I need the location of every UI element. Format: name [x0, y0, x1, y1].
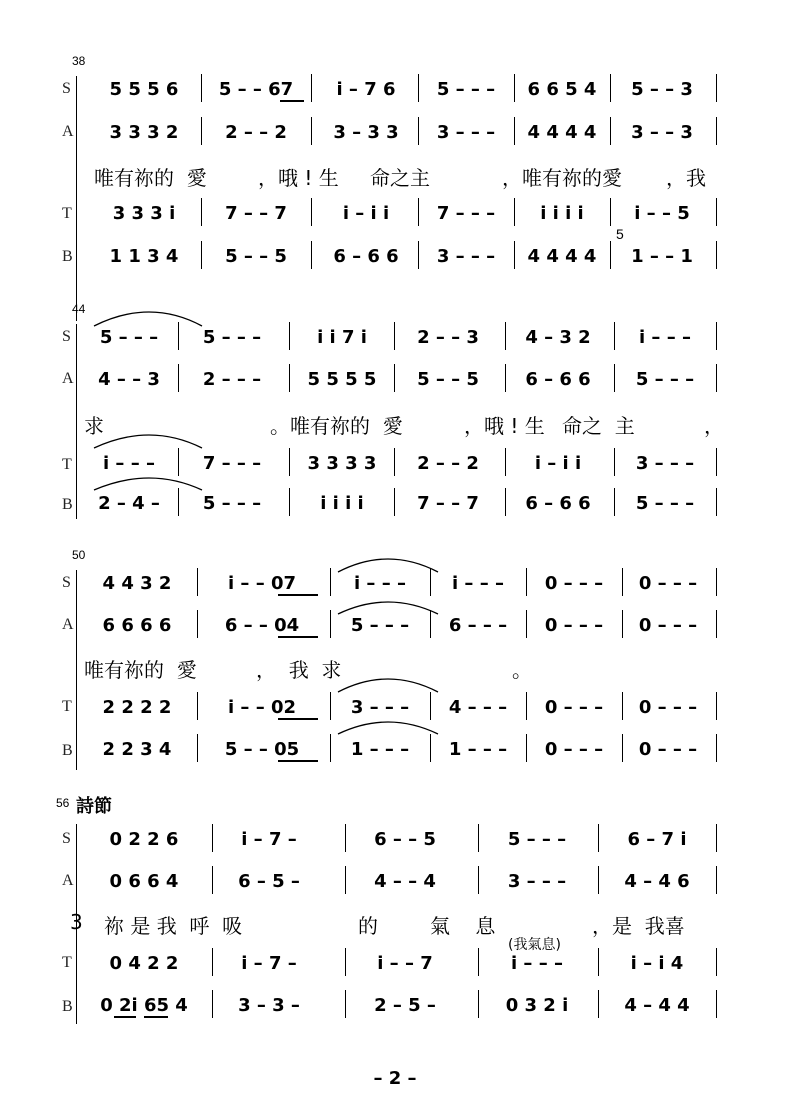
measure: 6 – 7 i	[627, 828, 687, 850]
measure: 4 – – 3	[98, 368, 160, 390]
barline	[430, 692, 431, 720]
measure: 4 4 3 2	[102, 572, 172, 594]
barline	[394, 322, 395, 350]
measure-number: 44	[72, 302, 86, 316]
measure: 2 2 3 4	[102, 738, 172, 760]
measure: 3 – – –	[436, 121, 496, 143]
measure: i – – 5	[634, 202, 690, 224]
barline	[716, 610, 717, 638]
measure: i – i 4	[630, 952, 684, 974]
lyric: 命之主	[370, 166, 430, 190]
voice-label-b: B	[62, 742, 73, 759]
voice-label-a: A	[62, 123, 74, 140]
measure: i – 7 –	[241, 828, 297, 850]
measure: 6 6 6 6	[102, 614, 172, 636]
barline	[716, 74, 717, 102]
underline	[280, 100, 304, 102]
alto-row	[0, 866, 790, 896]
barline	[330, 610, 331, 638]
barline	[311, 117, 312, 145]
lyric: 祢 是 我 呼 吸	[104, 914, 243, 938]
barline	[505, 448, 506, 476]
measure: i – – –	[354, 572, 406, 594]
barline	[716, 948, 717, 976]
underline	[278, 636, 318, 638]
measure: 4 – 3 2	[525, 326, 591, 348]
measure: 0 – – –	[544, 696, 604, 718]
lyric: 3	[70, 910, 83, 934]
measure: 3 – 3 –	[238, 994, 300, 1016]
measure: 0 – – –	[638, 696, 698, 718]
lyric: ，唯有祢的愛	[502, 166, 622, 190]
barline	[614, 364, 615, 392]
measure: i – – –	[103, 452, 155, 474]
measure: 4 4 4 4	[527, 121, 597, 143]
underline	[278, 718, 318, 720]
measure: 6 – – 04	[224, 614, 300, 636]
barline	[598, 990, 599, 1018]
underline	[278, 594, 318, 596]
lyric: 命之 主	[562, 414, 635, 438]
measure: 6 – – –	[448, 614, 508, 636]
tenor-row	[0, 948, 790, 978]
measure: 3 – 3 3	[333, 121, 399, 143]
page-number: – 2 –	[373, 1068, 417, 1089]
barline	[716, 990, 717, 1018]
measure: 0 2i 65 4	[100, 994, 188, 1016]
barline	[345, 990, 346, 1018]
alto-row	[0, 117, 790, 147]
measure: 5 – – 5	[225, 245, 287, 267]
measure: i i 7 i	[317, 326, 367, 348]
barline	[598, 948, 599, 976]
measure: 3 – – 3	[631, 121, 693, 143]
barline	[716, 198, 717, 226]
barline	[505, 364, 506, 392]
measure: 0 6 6 4	[109, 870, 179, 892]
underline	[144, 1016, 168, 1018]
measure: 7 – – 7	[417, 492, 479, 514]
measure: 1 – – 1	[631, 245, 693, 267]
barline	[394, 488, 395, 516]
barline	[394, 364, 395, 392]
measure: 6 – 6 6	[525, 492, 591, 514]
measure: 1 – – –	[350, 738, 410, 760]
lyric-annotation: (我氣息)	[508, 937, 561, 953]
barline	[289, 322, 290, 350]
measure: 2 2 2 2	[102, 696, 172, 718]
measure: 0 3 2 i	[505, 994, 569, 1016]
barline	[345, 948, 346, 976]
measure: 0 – – –	[638, 614, 698, 636]
soprano-row	[0, 322, 790, 352]
measure: 6 – 6 6	[525, 368, 591, 390]
barline	[478, 824, 479, 852]
barline	[212, 990, 213, 1018]
barline	[345, 824, 346, 852]
voice-label-s: S	[62, 574, 71, 591]
underline	[278, 760, 318, 762]
measure-number: 38	[72, 54, 86, 68]
barline	[716, 364, 717, 392]
measure: 7 – – –	[436, 202, 496, 224]
barline	[430, 568, 431, 596]
measure: 0 – – –	[638, 738, 698, 760]
alto-row	[0, 610, 790, 640]
measure-number: 56	[56, 796, 70, 810]
measure: 0 4 2 2	[109, 952, 179, 974]
lyric: 。	[512, 658, 532, 682]
barline	[505, 488, 506, 516]
measure: 5 – – –	[507, 828, 567, 850]
figure-mark: 5	[616, 226, 624, 242]
measure: 0 – – –	[638, 572, 698, 594]
lyric: ，	[704, 414, 724, 438]
measure: 0 2 2 6	[109, 828, 179, 850]
lyric: ，哦 ! 生	[464, 414, 545, 438]
barline	[197, 610, 198, 638]
voice-label-t: T	[62, 698, 72, 715]
measure: i – 7 –	[241, 952, 297, 974]
voice-label-t: T	[62, 456, 72, 473]
barline	[201, 198, 202, 226]
measure: 4 – – –	[448, 696, 508, 718]
measure: i – – –	[511, 952, 563, 974]
bass-row	[0, 241, 790, 271]
barline	[311, 241, 312, 269]
voice-label-t: T	[62, 205, 72, 222]
voice-label-b: B	[62, 496, 73, 513]
measure: 5 – – –	[635, 492, 695, 514]
bass-row	[0, 488, 790, 518]
measure: 6 6 5 4	[527, 78, 597, 100]
measure: i – – 7	[377, 952, 433, 974]
barline	[330, 734, 331, 762]
measure: i – – 07	[227, 572, 297, 594]
measure: 3 – – –	[436, 245, 496, 267]
measure: 7 – – –	[202, 452, 262, 474]
bass-row	[0, 734, 790, 764]
voice-label-s: S	[62, 328, 71, 345]
barline	[345, 866, 346, 894]
voice-label-s: S	[62, 80, 71, 97]
measure: 3 3 3 3	[307, 452, 377, 474]
measure: 5 – – –	[436, 78, 496, 100]
barline	[201, 241, 202, 269]
barline	[716, 322, 717, 350]
lyric: 唯有祢的 愛	[94, 166, 207, 190]
tenor-row	[0, 448, 790, 478]
measure: 4 – 4 6	[624, 870, 690, 892]
barline	[289, 488, 290, 516]
measure: 5 – – 5	[417, 368, 479, 390]
measure: 2 – 5 –	[374, 994, 436, 1016]
lyric: 的	[358, 914, 378, 938]
barline	[614, 448, 615, 476]
lyric: ，哦 ! 生	[258, 166, 339, 190]
measure: 6 – 6 6	[333, 245, 399, 267]
barline	[598, 824, 599, 852]
barline	[201, 117, 202, 145]
voice-label-s: S	[62, 830, 71, 847]
barline	[311, 198, 312, 226]
measure: 5 – – –	[350, 614, 410, 636]
barline	[212, 824, 213, 852]
barline	[178, 322, 179, 350]
soprano-row	[0, 74, 790, 104]
tenor-row	[0, 692, 790, 722]
measure: 3 – – –	[350, 696, 410, 718]
voice-label-b: B	[62, 998, 73, 1015]
lyric: 求	[84, 414, 104, 438]
barline	[478, 948, 479, 976]
barline	[178, 488, 179, 516]
measure: 3 3 3 2	[109, 121, 179, 143]
barline	[614, 322, 615, 350]
measure: 5 5 5 6	[109, 78, 179, 100]
barline	[716, 866, 717, 894]
measure: 5 – – –	[635, 368, 695, 390]
measure: 2 – – 2	[417, 452, 479, 474]
section-title: 詩節	[76, 796, 112, 817]
barline	[197, 734, 198, 762]
barline	[614, 488, 615, 516]
soprano-row	[0, 824, 790, 854]
measure: i i i i	[540, 202, 584, 224]
measure: 1 – – –	[448, 738, 508, 760]
barline	[212, 866, 213, 894]
measure: 2 – – 3	[417, 326, 479, 348]
measure: 6 – 5 –	[238, 870, 300, 892]
voice-label-b: B	[62, 248, 73, 265]
voice-label-a: A	[62, 872, 74, 889]
voice-label-t: T	[62, 954, 72, 971]
measure: 5 5 5 5	[307, 368, 377, 390]
measure: 3 3 3 i	[112, 202, 176, 224]
measure: 2 – 4 –	[98, 492, 160, 514]
tenor-row	[0, 198, 790, 228]
barline	[212, 948, 213, 976]
measure: 5 – – 05	[224, 738, 300, 760]
measure: 7 – – 7	[225, 202, 287, 224]
lyric: ，我	[666, 166, 706, 190]
measure: 5 – – –	[202, 326, 262, 348]
measure: 4 – – 4	[374, 870, 436, 892]
barline	[478, 990, 479, 1018]
barline	[330, 692, 331, 720]
barline	[394, 448, 395, 476]
measure: i – i i	[534, 452, 582, 474]
barline	[430, 734, 431, 762]
soprano-row	[0, 568, 790, 598]
barline	[716, 734, 717, 762]
barline	[716, 824, 717, 852]
measure: i – – –	[452, 572, 504, 594]
barline	[430, 610, 431, 638]
barline	[197, 568, 198, 596]
measure: 3 – – –	[507, 870, 567, 892]
lyric: 氣 息	[430, 914, 496, 938]
measure: 0 – – –	[544, 614, 604, 636]
alto-row	[0, 364, 790, 394]
lyric: 。唯有祢的 愛	[270, 414, 403, 438]
measure: 6 – – 5	[374, 828, 436, 850]
measure: 5 – – –	[99, 326, 159, 348]
measure: 5 – – –	[202, 492, 262, 514]
lyric: ，是 我喜	[592, 914, 685, 938]
barline	[716, 692, 717, 720]
barline	[178, 448, 179, 476]
barline	[289, 448, 290, 476]
measure: 0 – – –	[544, 572, 604, 594]
measure: 5 – – 3	[631, 78, 693, 100]
measure: 0 – – –	[544, 738, 604, 760]
measure: 4 – 4 4	[624, 994, 690, 1016]
barline	[197, 692, 198, 720]
barline	[201, 74, 202, 102]
voice-label-a: A	[62, 370, 74, 387]
barline	[716, 488, 717, 516]
barline	[505, 322, 506, 350]
measure: i – 7 6	[336, 78, 396, 100]
barline	[598, 866, 599, 894]
measure: i – – –	[639, 326, 691, 348]
barline	[716, 448, 717, 476]
barline	[311, 74, 312, 102]
measure: 2 – – –	[202, 368, 262, 390]
barline	[478, 866, 479, 894]
measure: 4 4 4 4	[527, 245, 597, 267]
barline	[716, 117, 717, 145]
lyric: ， 我 求	[256, 658, 342, 682]
voice-label-a: A	[62, 616, 74, 633]
lyric: 唯有祢的 愛	[84, 658, 197, 682]
measure: i – – 02	[227, 696, 297, 718]
measure: 2 – – 2	[225, 121, 287, 143]
barline	[289, 364, 290, 392]
measure: 1 1 3 4	[109, 245, 179, 267]
measure-number: 50	[72, 548, 86, 562]
measure: i i i i	[320, 492, 364, 514]
underline	[114, 1016, 136, 1018]
measure: 5 – – 67	[218, 78, 294, 100]
barline	[330, 568, 331, 596]
measure: i – i i	[342, 202, 390, 224]
bass-row	[0, 990, 790, 1020]
barline	[178, 364, 179, 392]
barline	[716, 568, 717, 596]
measure: 3 – – –	[635, 452, 695, 474]
barline	[716, 241, 717, 269]
